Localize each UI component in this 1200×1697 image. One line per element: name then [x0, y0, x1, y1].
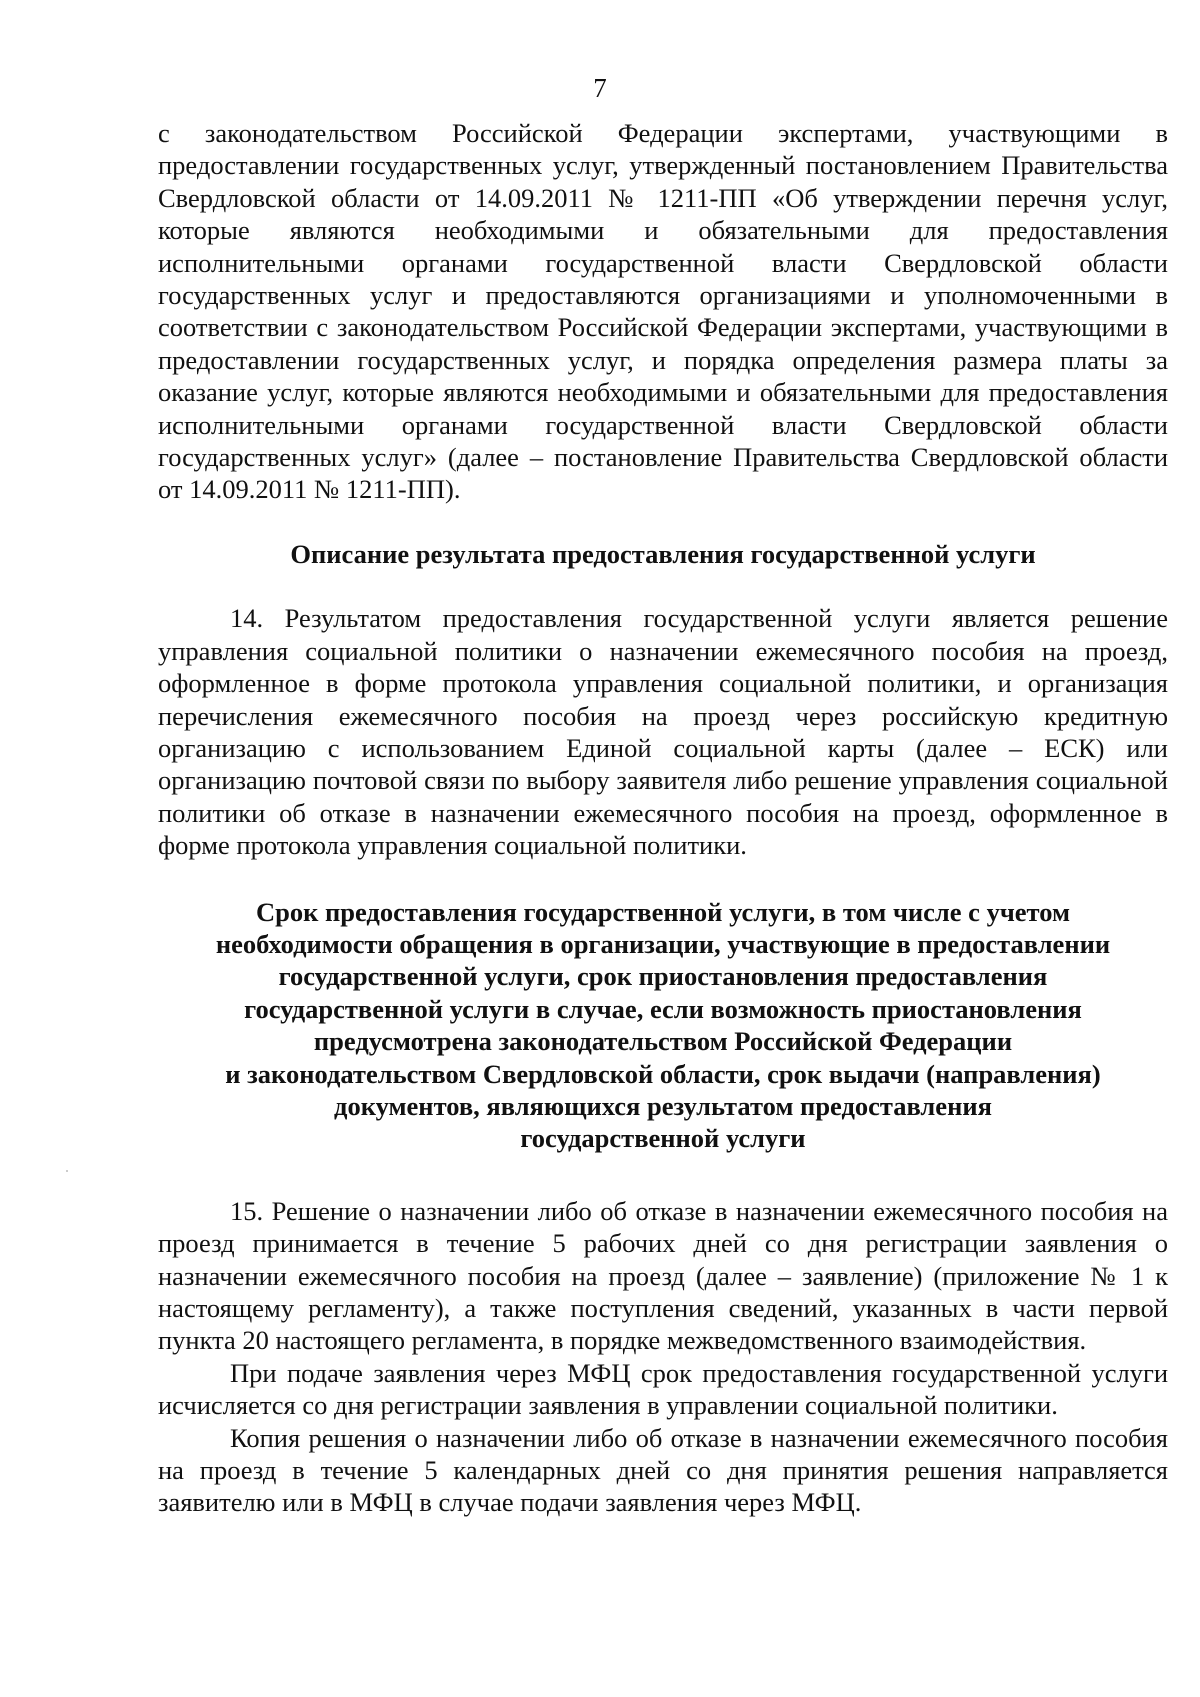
paragraph-15-mfc: При подаче заявления через МФЦ срок предоставления государственной услуги исчисляется со дня регистрации заявления в управлении социальной политики.	[158, 1357, 1168, 1421]
heading-service-term-line: Срок предоставления государственной услуги, в том числе с учетом	[255, 896, 1070, 927]
heading-service-term	[158, 896, 1168, 1155]
heading-service-term-line: предусмотрена законодательством Российской Федерации	[313, 1026, 1013, 1057]
heading-service-term-line: и законодательством Свердловской области, срок выдачи (направления)	[225, 1058, 1101, 1089]
paragraph-14: 14. Результатом предоставления государственной услуги является решение управления социальной политики о назначении ежемесячного пособия на проезд, оформленное в форме протокола управления социальной политики, и организация перечисления ежемесячного пособия на проезд через российскую кредитную организацию с использованием Единой социальной карты (далее – ЕСК) или организацию почтовой связи по выбору заявителя либо решение управления социальной политики об отказе в назначении ежемесячного пособия на проезд, оформленное в форме протокола управления социальной политики.	[158, 603, 1168, 861]
paragraph-15-copy: Копия решения о назначении либо об отказе в назначении ежемесячного пособия на проезд в течение 5 календарных дней со дня принятия решения направляется заявителю или в МФЦ в случае подачи заявления через МФЦ.	[158, 1422, 1168, 1518]
paragraph-15: 15. Решение о назначении либо об отказе в назначении ежемесячного пособия на проезд принимается в течение 5 рабочих дней со дня регистрации заявления о назначении ежемесячного пособия на проезд (далее – заявление) (приложение № 1 к настоящему регламенту), а также поступления сведений, указанных в части первой пункта 20 настоящего регламента, в порядке межведомственного взаимодействия.	[158, 1195, 1168, 1356]
heading-service-term-line: документов, являющихся результатом предоставления	[334, 1090, 992, 1121]
page-number: 7	[593, 73, 607, 103]
heading-service-term-line: государственной услуги в случае, если возможность приостановления	[244, 993, 1082, 1024]
document-body	[158, 117, 1168, 1519]
heading-result-description: Описание результата предоставления государственной услуги	[290, 538, 1036, 569]
heading-service-term-line: государственной услуги, срок приостановления предоставления	[278, 961, 1048, 992]
heading-service-term-line: государственной услуги	[520, 1123, 806, 1154]
paragraph-intro: с законодательством Российской Федерации экспертами, участвующими в предоставлении государственных услуг, утвержденный постановлением Правительства Свердловской области от 14.09.2011 № 1211-ПП «Об утверждении перечня услуг, которые являются необходимыми и обязательными для предоставления исполнительными органами государственной власти Свердловской области государственных услуг и предоставляются организациями и уполномоченными в соответствии с законодательством Российской Федерации экспертами, участвующими в предоставлении государственных услуг, и порядка определения размера платы за оказание услуг, которые являются необходимыми и обязательными для предоставления исполнительными органами государственной власти Свердловской области государственных услуг» (далее – постановление Правительства Свердловской области от 14.09.2011 № 1211-ПП).	[158, 118, 1168, 505]
scan-speck	[66, 1170, 68, 1172]
heading-service-term-line: необходимости обращения в организации, участвующие в предоставлении	[215, 928, 1111, 959]
